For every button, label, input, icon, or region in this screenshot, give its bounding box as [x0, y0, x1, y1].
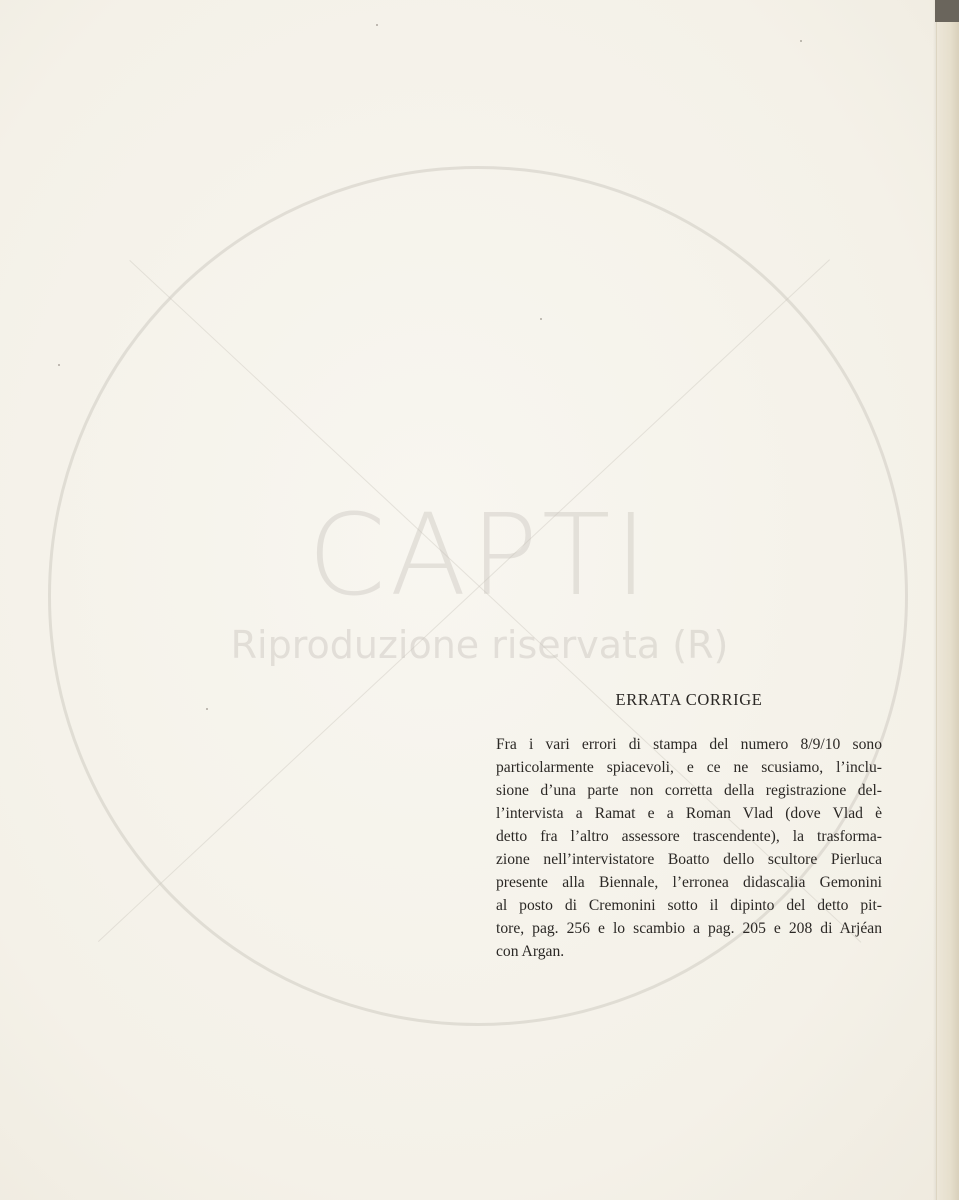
body-line: presente alla Biennale, l’erronea didascalia Gemonini [496, 874, 882, 891]
scan-corner-shadow [935, 0, 959, 22]
body-line: sione d’una parte non corretta della registrazione del- [496, 782, 882, 799]
paper-speck [540, 318, 542, 320]
errata-body [496, 733, 882, 963]
paper-speck [58, 364, 60, 366]
body-line: particolarmente spiacevoli, e ce ne scusiamo, l’inclu- [496, 759, 882, 776]
body-line: zione nell’intervistatore Boatto dello scultore Pierluca [496, 851, 882, 868]
paper-speck [206, 708, 208, 710]
errata-heading: ERRATA CORRIGE [615, 690, 763, 709]
paper-speck [376, 24, 378, 26]
body-line: detto fra l’altro assessore trascendente), la trasforma- [496, 828, 882, 845]
body-line: con Argan. [496, 943, 565, 960]
body-line: l’intervista a Ramat e a Roman Vlad (dove Vlad è [496, 805, 882, 822]
body-line: al posto di Cremonini sotto il dipinto del detto pit- [496, 897, 882, 914]
body-line: Fra i vari errori di stampa del numero 8/9/10 sono [496, 736, 882, 753]
paper-speck [800, 40, 802, 42]
watermark-subtitle: Riproduzione riservata (R) [230, 623, 729, 667]
watermark-title: CAPTI [307, 491, 652, 621]
body-line: tore, pag. 256 e lo scambio a pag. 205 e 208 di Arjéan [496, 920, 882, 937]
